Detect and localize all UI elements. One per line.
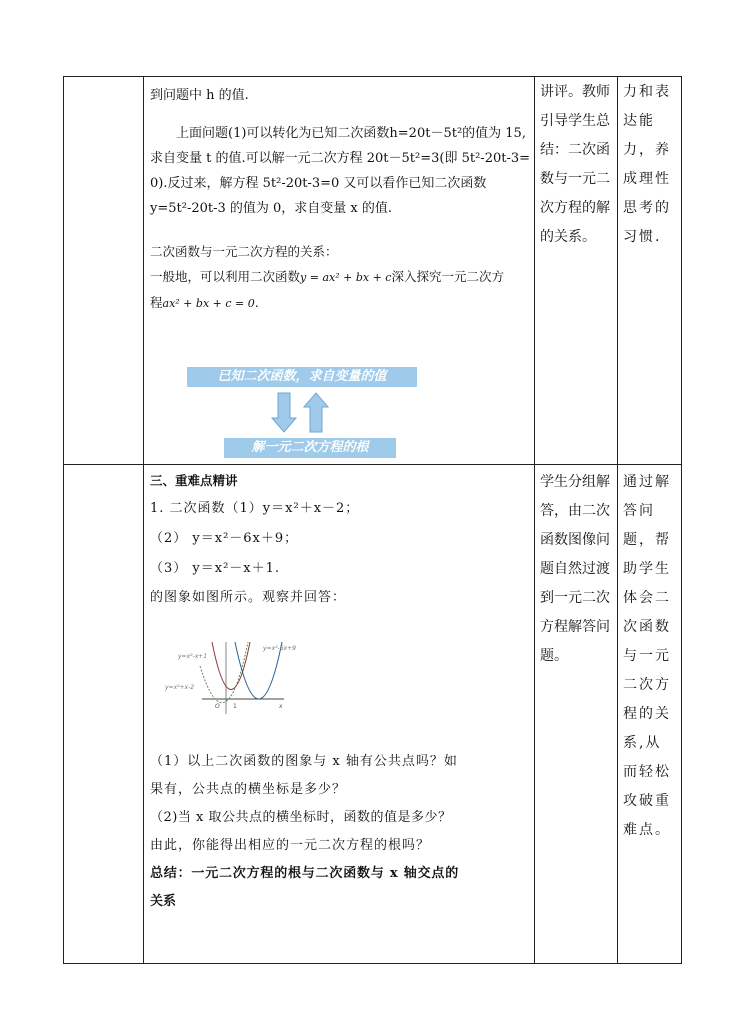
parabola-x2-x-2	[200, 642, 248, 703]
question-1-line-1: （1）以上二次函数的图象与 x 轴有公共点吗？如	[150, 754, 458, 769]
text-fragment: 一般地，可以利用二次函数	[150, 269, 301, 284]
graph-label-origin: O	[215, 703, 220, 710]
formula-equation: ax² + bx + c = 0	[162, 297, 255, 310]
box-solve-equation: 解一元二次方程的根	[224, 438, 396, 458]
text-line: y=5t²-20t-3 的值为 0，求自变量 x 的值.	[150, 201, 393, 216]
graph-label-x: x	[279, 703, 283, 710]
parabola-graph	[162, 632, 296, 722]
graph-label-f1: y=x²-x+1	[178, 653, 208, 660]
summary-line-1: 总结：一元二次方程的根与二次函数与 x 轴交点的	[150, 866, 460, 881]
box-known-function: 已知二次函数，求自变量的值	[187, 367, 417, 387]
summary-line-2: 关系	[150, 894, 177, 909]
table-border-left	[63, 76, 64, 964]
graph-label-f2: y=x²-6x+9	[263, 645, 296, 652]
graph-label-one: 1	[233, 703, 237, 710]
row2-content	[150, 468, 530, 612]
row1-content	[150, 80, 530, 316]
row1-goal: 力和表达能力，养成理性思考的习惯.	[623, 84, 671, 245]
question-2-line-2: 由此，你能得出相应的一元二次方程的根吗？	[150, 838, 431, 853]
arrow-down-icon	[272, 393, 296, 432]
text-line: 求自变量 t 的值.可以解一元二次方程 20t－5t²=3(即 5t²-20t-3=	[150, 151, 531, 166]
table-border-right	[681, 76, 682, 964]
question-1-line-2: 果有，公共点的横坐标是多少？	[150, 782, 347, 797]
arrow-up-icon	[304, 393, 328, 432]
relation-heading: 二次函数与一元二次方程的关系：	[150, 244, 338, 259]
table-border-bottom	[63, 963, 682, 964]
section-title: 三、重难点精讲	[150, 473, 238, 488]
text-fragment: 深入探究一元二次方	[391, 269, 504, 284]
row2-goal: 通过解答问题，帮助学生体会二次函数与一元二次方程的关系,从而轻松攻破重难点。	[623, 474, 671, 838]
formula-function: y = ax² + bx + c	[300, 271, 392, 284]
text-fragment: 程	[150, 295, 163, 310]
text-line: 到问题中 h 的值.	[150, 88, 249, 103]
question-2-line-1: （2)当 x 取公共点的横坐标时，函数的值是多少？	[150, 810, 452, 825]
equation-1: 1. 二次函数（1）y＝x²＋x－2；	[150, 501, 360, 516]
graph-label-f3: y=x²+x-2	[165, 684, 195, 691]
table-col-divider-2	[534, 76, 535, 964]
table-col-divider-3	[617, 76, 618, 964]
row2-questions	[150, 748, 530, 916]
arrows-diagram	[270, 390, 330, 435]
text-fragment: .	[254, 295, 259, 310]
text-line	[150, 290, 530, 316]
row1-teacher-activity: 讲评。教师引导学生总结：二次函数与一元二次方程的解的关系。	[540, 84, 610, 245]
text-line: 上面问题(1)可以转化为已知二次函数h=20t－5t²的值为 15,	[176, 126, 526, 141]
parabola-x2-x+1	[212, 642, 250, 690]
row2-student-activity: 学生分组解答，由二次函数图像问题自然过渡到一元二次方程解答问题。	[540, 474, 610, 664]
table-col-divider-1	[143, 76, 144, 964]
observe-text: 的图象如图所示。观察并回答：	[150, 590, 347, 605]
text-line	[150, 264, 530, 290]
text-line: 0).反过来，解方程 5t²-20t-3=0 又可以看作已知二次函数	[150, 176, 487, 191]
table-row-divider	[63, 464, 682, 465]
equation-3: （3） y＝x²－x＋1.	[150, 561, 281, 576]
equation-2: （2） y＝x²－6x＋9；	[150, 531, 299, 546]
table-border-top	[63, 76, 682, 77]
